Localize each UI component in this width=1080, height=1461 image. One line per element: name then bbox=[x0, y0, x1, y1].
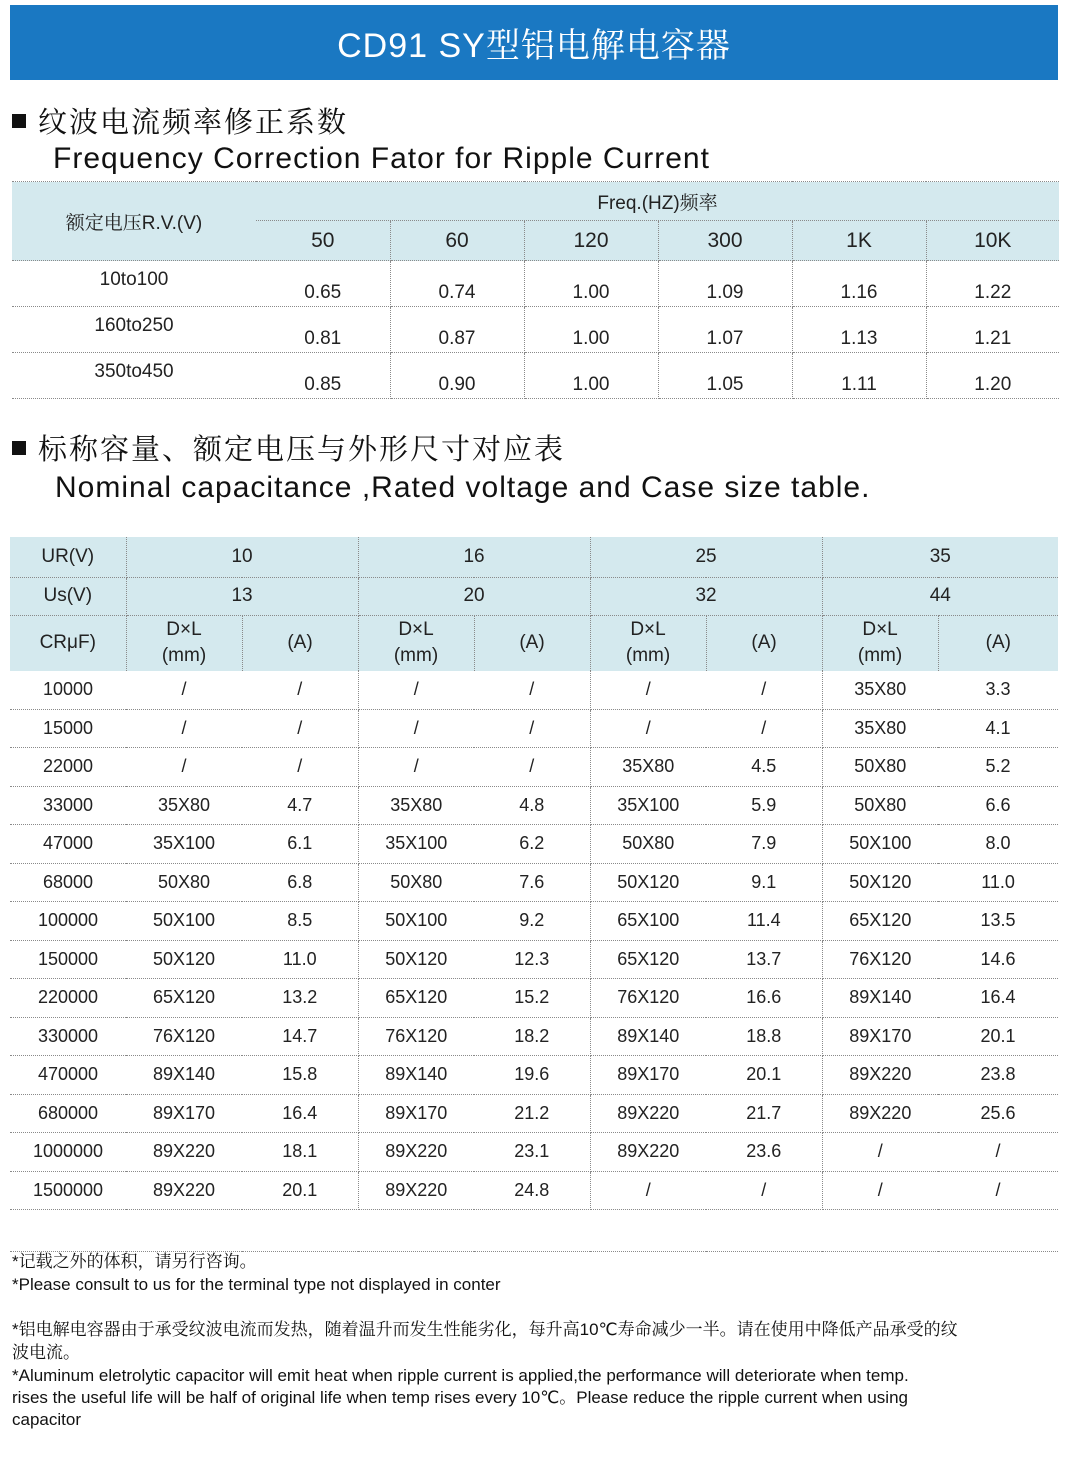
section1-heading bbox=[12, 100, 348, 141]
us-value: 32 bbox=[590, 577, 822, 615]
case-size-cell: 50X80 bbox=[358, 863, 474, 902]
table-row bbox=[10, 940, 1058, 979]
freq-col-header: 300 bbox=[658, 221, 792, 261]
case-size-cell: 50X80 bbox=[590, 825, 706, 864]
section1-title-cn: 纹波电流频率修正系数 bbox=[38, 107, 349, 139]
case-size-cell: 89X220 bbox=[590, 1094, 706, 1133]
case-size-cell: 89X220 bbox=[822, 1056, 938, 1095]
ripple-current-cell: 6.8 bbox=[242, 863, 358, 902]
capacitance-cell: 150000 bbox=[10, 940, 126, 979]
ripple-current-cell: / bbox=[706, 671, 822, 709]
note-2-cn-line2: 波电流。 bbox=[12, 1343, 80, 1362]
case-size-cell: / bbox=[358, 671, 474, 709]
dl-header bbox=[358, 615, 474, 671]
ripple-current-cell: 20.1 bbox=[938, 1017, 1058, 1056]
dl-header bbox=[126, 615, 242, 671]
case-size-cell: 50X80 bbox=[822, 786, 938, 825]
capacitance-cell: 15000 bbox=[10, 709, 126, 748]
freq-col-header: 10K bbox=[926, 221, 1059, 261]
rv-cell: 10to100 bbox=[12, 261, 256, 307]
correction-factor: 1.00 bbox=[524, 353, 658, 399]
case-size-cell: 35X100 bbox=[358, 825, 474, 864]
ripple-current-cell: 6.6 bbox=[938, 786, 1058, 825]
ripple-current-cell: 19.6 bbox=[474, 1056, 590, 1095]
case-size-cell: 65X120 bbox=[822, 902, 938, 941]
dl-label: D×L bbox=[630, 619, 666, 641]
cr-label: CRμF) bbox=[10, 615, 126, 671]
capacitance-cell: 33000 bbox=[10, 786, 126, 825]
case-size-cell: 50X80 bbox=[822, 748, 938, 787]
case-size-cell: 89X140 bbox=[358, 1056, 474, 1095]
freq-header: Freq.(HZ)频率 bbox=[256, 182, 1059, 221]
case-size-cell: 89X170 bbox=[126, 1094, 242, 1133]
ripple-current-cell: 4.5 bbox=[706, 748, 822, 787]
ripple-current-cell: / bbox=[706, 709, 822, 748]
ripple-current-cell: 12.3 bbox=[474, 940, 590, 979]
a-header: (A) bbox=[474, 615, 590, 671]
table-row bbox=[10, 1171, 1058, 1210]
ripple-current-cell: 15.8 bbox=[242, 1056, 358, 1095]
case-size-cell: 35X100 bbox=[126, 825, 242, 864]
correction-factor: 0.81 bbox=[256, 307, 390, 353]
ripple-current-cell: / bbox=[242, 671, 358, 709]
table-row bbox=[10, 1094, 1058, 1133]
us-label: Us(V) bbox=[10, 577, 126, 615]
case-size-cell: 65X120 bbox=[590, 940, 706, 979]
case-size-cell: 76X120 bbox=[590, 979, 706, 1018]
case-size-cell: 89X220 bbox=[126, 1133, 242, 1172]
correction-factor: 1.05 bbox=[658, 353, 792, 399]
freq-row bbox=[12, 261, 1059, 307]
capacitance-cell: 330000 bbox=[10, 1017, 126, 1056]
ur-value: 35 bbox=[822, 537, 1058, 577]
correction-factor: 1.07 bbox=[658, 307, 792, 353]
capacitance-cell: 100000 bbox=[10, 902, 126, 941]
case-size-cell: 89X220 bbox=[358, 1171, 474, 1210]
note-2-en-line2: rises the useful life will be half of original life when temp rises every 10℃。Please reduce the ripple current when using bbox=[12, 1388, 908, 1407]
case-size-cell: 50X80 bbox=[126, 863, 242, 902]
ripple-current-cell: 18.1 bbox=[242, 1133, 358, 1172]
dl-unit: (mm) bbox=[161, 645, 207, 667]
case-size-cell: 35X80 bbox=[590, 748, 706, 787]
ripple-current-cell: 4.7 bbox=[242, 786, 358, 825]
ur-value: 25 bbox=[590, 537, 822, 577]
ripple-current-cell: / bbox=[474, 671, 590, 709]
freq-col-header: 60 bbox=[390, 221, 524, 261]
case-size-cell: 89X220 bbox=[358, 1133, 474, 1172]
a-header: (A) bbox=[938, 615, 1058, 671]
us-value: 13 bbox=[126, 577, 358, 615]
case-size-cell: / bbox=[358, 709, 474, 748]
ripple-current-cell: / bbox=[242, 709, 358, 748]
freq-row bbox=[12, 307, 1059, 353]
case-size-cell: 65X100 bbox=[590, 902, 706, 941]
case-size-cell: / bbox=[126, 748, 242, 787]
table-row bbox=[10, 786, 1058, 825]
case-size-cell: 76X120 bbox=[358, 1017, 474, 1056]
ripple-current-cell: 18.2 bbox=[474, 1017, 590, 1056]
case-size-cell: 89X170 bbox=[590, 1056, 706, 1095]
ripple-current-cell: 9.2 bbox=[474, 902, 590, 941]
ripple-current-cell: / bbox=[938, 1171, 1058, 1210]
ripple-current-cell: 25.6 bbox=[938, 1094, 1058, 1133]
case-size-cell: / bbox=[590, 671, 706, 709]
rv-cell: 350to450 bbox=[12, 353, 256, 399]
table-row bbox=[10, 979, 1058, 1018]
bullet-square-icon bbox=[12, 114, 26, 128]
ripple-current-cell: 8.0 bbox=[938, 825, 1058, 864]
correction-factor: 1.21 bbox=[926, 307, 1059, 353]
ripple-current-cell: 11.4 bbox=[706, 902, 822, 941]
ripple-current-cell: 5.9 bbox=[706, 786, 822, 825]
ripple-current-cell: / bbox=[474, 709, 590, 748]
correction-factor: 0.90 bbox=[390, 353, 524, 399]
ripple-current-cell: 15.2 bbox=[474, 979, 590, 1018]
section2-heading bbox=[12, 427, 565, 468]
capacitance-cell: 470000 bbox=[10, 1056, 126, 1095]
ripple-current-cell: 4.8 bbox=[474, 786, 590, 825]
freq-row bbox=[12, 353, 1059, 399]
rv-header: 额定电压R.V.(V) bbox=[12, 182, 256, 261]
capacitance-cell: 22000 bbox=[10, 748, 126, 787]
ripple-current-cell: 11.0 bbox=[938, 863, 1058, 902]
us-value: 20 bbox=[358, 577, 590, 615]
freq-col-header: 1K bbox=[792, 221, 926, 261]
ripple-current-cell: 13.2 bbox=[242, 979, 358, 1018]
dl-header bbox=[822, 615, 938, 671]
correction-factor: 0.85 bbox=[256, 353, 390, 399]
correction-factor: 1.13 bbox=[792, 307, 926, 353]
dl-unit: (mm) bbox=[857, 645, 903, 667]
capacitance-cell: 68000 bbox=[10, 863, 126, 902]
case-size-cell: / bbox=[822, 1133, 938, 1172]
case-size-cell: 50X120 bbox=[590, 863, 706, 902]
ripple-current-cell: 21.7 bbox=[706, 1094, 822, 1133]
table-row bbox=[10, 1133, 1058, 1172]
ripple-current-cell: 13.5 bbox=[938, 902, 1058, 941]
bullet-square-icon bbox=[12, 441, 26, 455]
table-row bbox=[10, 863, 1058, 902]
ripple-current-cell: 16.4 bbox=[242, 1094, 358, 1133]
title-banner bbox=[10, 5, 1058, 80]
capacitance-cell: 1000000 bbox=[10, 1133, 126, 1172]
capacitance-cell: 1500000 bbox=[10, 1171, 126, 1210]
correction-factor: 1.09 bbox=[658, 261, 792, 307]
ripple-current-cell: 7.9 bbox=[706, 825, 822, 864]
case-size-cell: 89X140 bbox=[126, 1056, 242, 1095]
dl-unit: (mm) bbox=[393, 645, 439, 667]
freq-col-header: 50 bbox=[256, 221, 390, 261]
table-footer-spacer bbox=[10, 1210, 1058, 1252]
ripple-current-cell: 5.2 bbox=[938, 748, 1058, 787]
ripple-current-cell: / bbox=[938, 1133, 1058, 1172]
case-size-cell: 35X80 bbox=[126, 786, 242, 825]
dl-label: D×L bbox=[166, 619, 202, 641]
case-size-cell: 76X120 bbox=[822, 940, 938, 979]
ripple-current-cell: 4.1 bbox=[938, 709, 1058, 748]
table-row bbox=[10, 748, 1058, 787]
dl-unit: (mm) bbox=[625, 645, 671, 667]
case-size-cell: 35X80 bbox=[822, 709, 938, 748]
section2-title-en: Nominal capacitance ,Rated voltage and Case size table. bbox=[55, 471, 871, 504]
case-size-cell: 89X170 bbox=[822, 1017, 938, 1056]
case-size-cell: 89X220 bbox=[822, 1094, 938, 1133]
ur-value: 16 bbox=[358, 537, 590, 577]
ur-value: 10 bbox=[126, 537, 358, 577]
table-row bbox=[10, 1017, 1058, 1056]
ripple-current-cell: 23.8 bbox=[938, 1056, 1058, 1095]
table-row bbox=[10, 671, 1058, 709]
capacitance-cell: 680000 bbox=[10, 1094, 126, 1133]
frequency-correction-table bbox=[12, 181, 1059, 399]
ripple-current-cell: / bbox=[242, 748, 358, 787]
table-row bbox=[10, 825, 1058, 864]
a-header: (A) bbox=[706, 615, 822, 671]
dl-label: D×L bbox=[398, 619, 434, 641]
ripple-current-cell: 24.8 bbox=[474, 1171, 590, 1210]
case-size-cell: / bbox=[358, 748, 474, 787]
correction-factor: 0.74 bbox=[390, 261, 524, 307]
ripple-current-cell: 16.6 bbox=[706, 979, 822, 1018]
ripple-current-cell: 13.7 bbox=[706, 940, 822, 979]
case-size-cell: 35X80 bbox=[822, 671, 938, 709]
ripple-current-cell: 20.1 bbox=[706, 1056, 822, 1095]
case-size-cell: / bbox=[126, 671, 242, 709]
case-size-cell: / bbox=[126, 709, 242, 748]
correction-factor: 0.65 bbox=[256, 261, 390, 307]
case-size-cell: 89X140 bbox=[590, 1017, 706, 1056]
case-size-cell: / bbox=[590, 1171, 706, 1210]
case-size-cell: 35X100 bbox=[590, 786, 706, 825]
case-size-cell: 50X120 bbox=[126, 940, 242, 979]
note-1-cn: *记载之外的体积，请另行咨询。 bbox=[12, 1252, 257, 1271]
note-2-cn-line1: *铝电解电容器由于承受纹波电流而发热，随着温升而发生性能劣化，每升高10℃寿命减少一半。请在使用中降低产品承受的纹 bbox=[12, 1320, 958, 1339]
table-row bbox=[10, 902, 1058, 941]
ripple-current-cell: 3.3 bbox=[938, 671, 1058, 709]
case-size-cell: 50X100 bbox=[358, 902, 474, 941]
correction-factor: 0.87 bbox=[390, 307, 524, 353]
correction-factor: 1.00 bbox=[524, 307, 658, 353]
ripple-current-cell: 20.1 bbox=[242, 1171, 358, 1210]
case-size-cell: / bbox=[822, 1171, 938, 1210]
ripple-current-cell: 11.0 bbox=[242, 940, 358, 979]
ripple-current-cell: 6.1 bbox=[242, 825, 358, 864]
ripple-current-cell: 8.5 bbox=[242, 902, 358, 941]
ripple-current-cell: 14.6 bbox=[938, 940, 1058, 979]
rv-cell: 160to250 bbox=[12, 307, 256, 353]
ripple-current-cell: / bbox=[474, 748, 590, 787]
case-size-cell: 65X120 bbox=[358, 979, 474, 1018]
correction-factor: 1.00 bbox=[524, 261, 658, 307]
case-size-table bbox=[10, 537, 1058, 1252]
case-size-cell: 50X100 bbox=[126, 902, 242, 941]
case-size-cell: 89X220 bbox=[126, 1171, 242, 1210]
ripple-current-cell: 9.1 bbox=[706, 863, 822, 902]
ripple-current-cell: 21.2 bbox=[474, 1094, 590, 1133]
ripple-current-cell: 7.6 bbox=[474, 863, 590, 902]
ripple-current-cell: 6.2 bbox=[474, 825, 590, 864]
page-title: CD91 SY型铝电解电容器 bbox=[337, 27, 731, 65]
ripple-current-cell: 16.4 bbox=[938, 979, 1058, 1018]
ripple-current-cell: 18.8 bbox=[706, 1017, 822, 1056]
case-size-cell: 76X120 bbox=[126, 1017, 242, 1056]
us-value: 44 bbox=[822, 577, 1058, 615]
capacitance-cell: 10000 bbox=[10, 671, 126, 709]
note-1-en: *Please consult to us for the terminal type not displayed in conter bbox=[12, 1275, 501, 1294]
note-2-en-line1: *Aluminum eletrolytic capacitor will emit heat when ripple current is applied,the performance will deteriorate when temp. bbox=[12, 1366, 909, 1385]
correction-factor: 1.16 bbox=[792, 261, 926, 307]
correction-factor: 1.22 bbox=[926, 261, 1059, 307]
correction-factor: 1.20 bbox=[926, 353, 1059, 399]
case-size-cell: / bbox=[590, 709, 706, 748]
ripple-current-cell: 23.6 bbox=[706, 1133, 822, 1172]
capacitance-cell: 220000 bbox=[10, 979, 126, 1018]
case-size-cell: 65X120 bbox=[126, 979, 242, 1018]
note-2-en-line3: capacitor bbox=[12, 1410, 81, 1429]
ripple-current-cell: 14.7 bbox=[242, 1017, 358, 1056]
section2-title-cn: 标称容量、额定电压与外形尺寸对应表 bbox=[38, 434, 566, 466]
dl-label: D×L bbox=[862, 619, 898, 641]
case-size-cell: 89X140 bbox=[822, 979, 938, 1018]
ripple-current-cell: / bbox=[706, 1171, 822, 1210]
case-size-cell: 50X100 bbox=[822, 825, 938, 864]
section1-title-en: Frequency Correction Fator for Ripple Current bbox=[53, 142, 710, 175]
dl-header bbox=[590, 615, 706, 671]
case-size-cell: 89X170 bbox=[358, 1094, 474, 1133]
table-row bbox=[10, 709, 1058, 748]
a-header: (A) bbox=[242, 615, 358, 671]
case-size-cell: 50X120 bbox=[358, 940, 474, 979]
case-size-cell: 35X80 bbox=[358, 786, 474, 825]
ur-label: UR(V) bbox=[10, 537, 126, 577]
table-row bbox=[10, 1056, 1058, 1095]
case-size-cell: 50X120 bbox=[822, 863, 938, 902]
capacitance-cell: 47000 bbox=[10, 825, 126, 864]
ripple-current-cell: 23.1 bbox=[474, 1133, 590, 1172]
case-size-cell: 89X220 bbox=[590, 1133, 706, 1172]
freq-col-header: 120 bbox=[524, 221, 658, 261]
correction-factor: 1.11 bbox=[792, 353, 926, 399]
